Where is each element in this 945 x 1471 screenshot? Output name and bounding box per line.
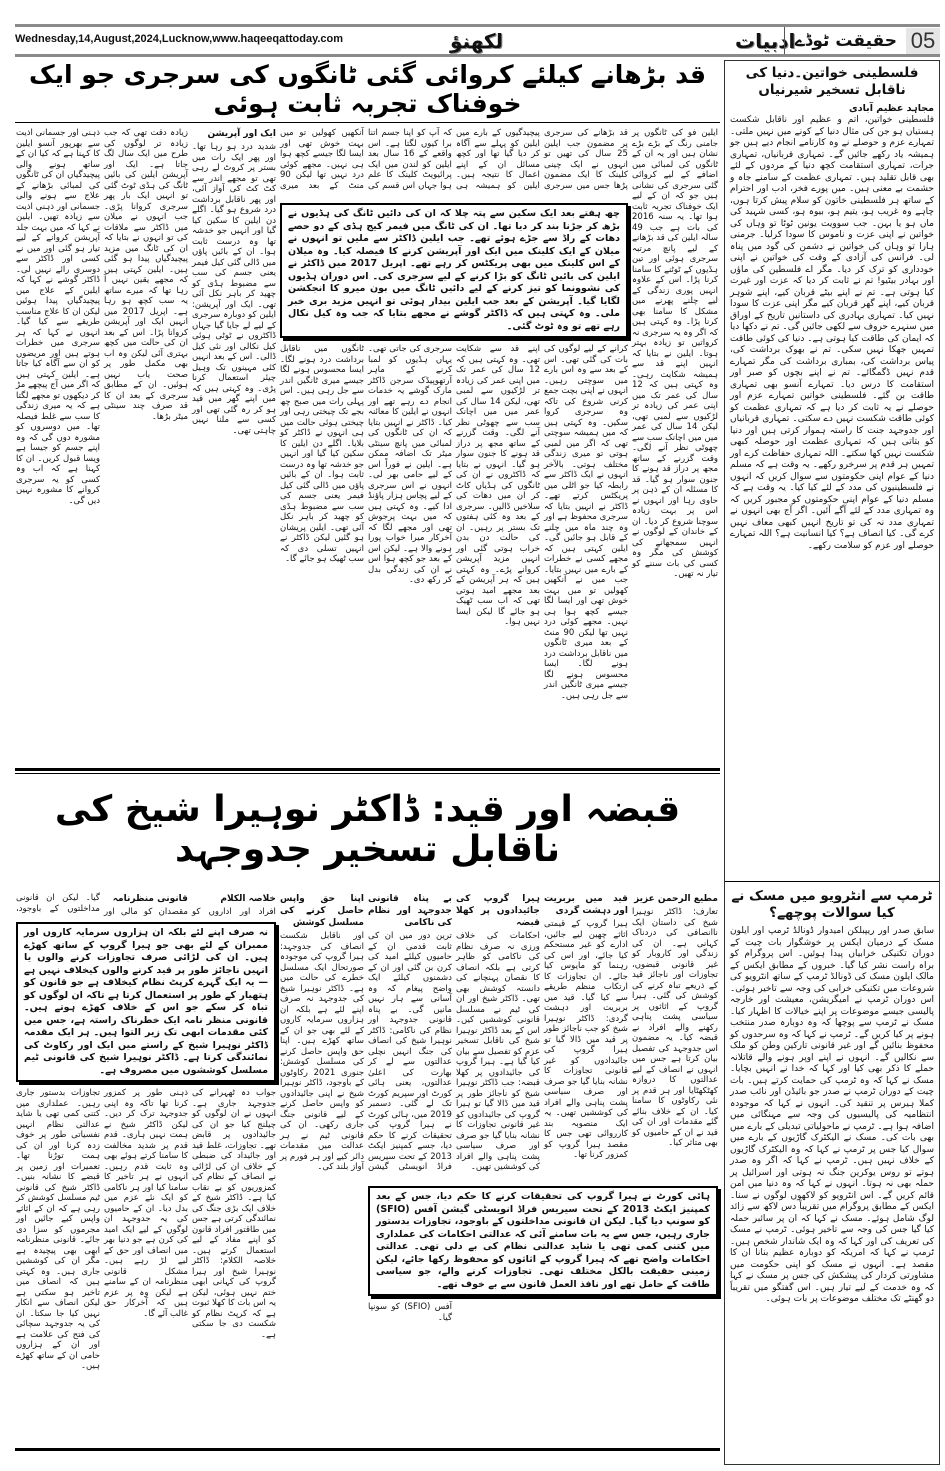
story1-column xyxy=(632,128,718,580)
story2-column xyxy=(192,893,276,1340)
story2-column-text: تعارف: ڈاکٹر نوہیرا شیخ کی داستان ایک ناانصافی کی دردناک کہانی ہے۔ ان کی زندگی اور کاروبار کو غیر قانونی قبضوں، تجاوزات اور ناجائز قید کے ذریعے تباہ کرنے کی کوشش کی گئی۔ ہیرا گروپ کے اثاثوں پر سیاسی پشت پناہی رکھنے والے افراد نے قبضہ کیا۔ یہ مضمون اس جدوجہد کی تفصیل بیان کرتا ہے جس میں انہوں نے انصاف کے لیے عدالتوں کا دروازہ کھٹکھٹایا اور ہر قدم پر نئی رکاوٹوں کا سامنا کیا۔ ان کے خلاف بنائے گئے مقدمات اور ان کی قید نے ان کے حامیوں کو بھی متاثر کیا۔ xyxy=(632,907,718,1148)
story2-subhead: بے پناہ قانونی جدوجہد اور نظام کی ناکامی xyxy=(368,894,452,928)
story1-column xyxy=(16,128,100,506)
story1-subhead: ایک اور آپریشن xyxy=(207,129,276,139)
story1-column-text: قد بڑھانے کی سرجری پر مضمون جب ایلین 25 سال کی تھیں تو انہوں نے ایک چینی کلینک کا ایک مضمون پڑھا جس میں سرجری کرانے کے لیے لوگوں کی بات کی گئی تھی۔ اس کے بعد سے وہ اس بارے میں سوچتی رہیں۔ انہوں نے اپنی بچت جمع کرنی شروع کی تاکہ وہ سرجری کروا سکیں۔ وہ کہتی ہیں کہ میں ہمیشہ سوچتی تھی کہ اگر میں لمبی ہوتی تو میری زندگی مختلف ہوتی۔ بالآخر انہوں نے ایک ڈاکٹر سے رابطہ کیا جو اٹلی میں پریکٹس کرتے تھے۔ ڈاکٹر نے انہیں بتایا کہ سرجری محفوظ ہے اور وہ چند ماہ میں چلنے کے قابل ہو جائیں گی۔ ایلین کہتی ہیں کہ مجھے کسی نے خطرات کے بارے میں نہیں بتایا۔ جب میں نے آنکھیں کھولیں تو میں بہت خوش تھی اور ایسا لگا جیسے کچھ ہوا ہی نہیں۔ مجھے کوئی درد نہیں تھا لیکن 90 منٹ کے بعد میری ٹانگوں میں ناقابل برداشت درد ہونے لگا۔ ایسا محسوس ہونے لگا جیسے میری ٹانگیں اندر سے جل رہی ہیں۔ xyxy=(544,128,628,701)
story2-column xyxy=(104,893,188,1319)
sidebar-divider xyxy=(725,881,939,882)
story2-column-text: گیا۔ لیکن ان قانونی مداخلتوں کے باوجود، تجاوزات بدستور جاری رہیں۔ عملداری میں کتنی کمی تھی یا شاید عدالتی نظام انہیں نفسیاتی طور پر خوف زدہ کرنا اور ان کی ہمت توڑنا تھا۔ تعمیرات اور زمین پر قبضے کا نشانہ بنیں۔ ڈاکٹر شیخ کی قانونی ٹیم مسلسل کوشش کر رہی ہے کہ ان کے اثاثے واپس کیے جائیں اور مجرموں کو سزا دی جائے۔ قانونی منظرنامہ ابھی بھی پیچیدہ ہے مگر ان کی کوششیں جاری ہیں۔ وہ کہتی ہیں کہ انصاف میں تاخیر ہو سکتی ہے لیکن انصاف سے انکار نہیں کیا جا سکتا۔ ان کی یہ جدوجہد سچائی کی فتح کی علامت ہے اور ان کے ہزاروں حامی ان کے ساتھ کھڑے ہیں۔ xyxy=(16,893,100,1371)
story2-column-text: ترین دور میں ان کی ثابت قدمی ان کے حامیوں کیلئے امید کی کرن بن گئی اور ان کے دشمنوں کیلئے ایک واضح پیغام کہ وہ آسانی سے ہار نہیں مانیں گی۔ بے پناہ قانونی جدوجہد اور نظام کی ناکامی: ڈاکٹر نوہیرا شیخ کی انصاف کی جنگ انہیں نچلی عدالتوں سے لے کر بھارت کی اعلیٰ عدالتوں، یعنی ہائی کورٹ اور سپریم کورٹ تک لے گئی۔ دسمبر 2019 میں، ہائی کورٹ نے ہیرا گروپ کی تحقیقات کرنے کا حکم دیا، جسے کمپنیز ایکٹ 2013 کے تحت سیریس فراڈ انویسٹی گیشن آفس (SFIO) کو سونپا گیا۔ xyxy=(368,931,452,1323)
story2-column xyxy=(544,893,628,1302)
story2-subhead: خلاصہ الکلام xyxy=(220,894,276,904)
story1-column xyxy=(544,128,628,701)
sidebar-article2-headline: ٹرمپ سے انٹرویو میں مسک نے کیا سوالات پوچھے؟ xyxy=(731,888,933,921)
story1-column-text: آنکھیں کھولیں تو میں بہت خوش تھی اور ایسا لگا جیسے کچھ ہوا ہی نہیں۔ مجھے کوئی درد نہیں تھا لیکن 90 منٹ کے بعد میری ٹانگوں میں ناقابل برداشت درد ہونے لگا۔ ایسا محسوس ہونے لگا جیسے میری ٹانگیں اندر سے جل رہی ہیں۔ اس پہلی رات میں صبح چھ بجے تک چیختی رہی اور چیختی ہوئی حالت میں ہی انہوں نے ڈاکٹر کو بلایا۔ اگلے دن ایلین کا سکین کیا گیا اور انہیں جو خدشہ تھا وہ درست ثابت ہوا۔ ان کے بائیں پاؤں میں ڈالی گئی کیل فیمر یعنی جسم کی سب سے مضبوط ہڈی کو چھید کر باہر نکل آئی تھی۔ ایلین پریشان ہو گئیں لیکن ڈاکٹر نے انہیں تسلی دی کہ سب ٹھیک ہو جائے گا۔ xyxy=(280,128,364,564)
story2-column xyxy=(456,893,540,1302)
story1-column xyxy=(192,128,276,436)
story1-column xyxy=(280,128,364,565)
story1-column xyxy=(104,128,188,422)
story2-column-text: مقصدان کو مالی اور ذہنی طور پر کمزور کرنا تھا تاکہ وہ اپنی جدوجہد ترک کر دیں۔ لیکن ڈاکٹر شیخ نے ہمت نہیں ہاری۔ قدم قدم پر شدید مخالفت کا سامنا کرتے ہوئے بھی وہ ثابت قدم رہیں۔ انہوں نے ہر تاخیر کا سامنا کیا اور ہر ناکامی کو ایک نئے عزم میں بدل دیا۔ ان کے حامیوں کی یہ جدوجہد ان لوگوں کے لیے ایک امید کی کرن ہے جو دنیا بھر میں انصاف اور حق کے لیے لڑ رہے ہیں۔ مشکل قانونی منظرنامہ ان کے سامنے ہے لیکن وہ پر عزم ہیں کہ آخرکار حق غالب آئے گا۔ xyxy=(104,907,188,1319)
story2-subhead: اپنا حق واپس حاصل کرنے کی مسلسل کوشش xyxy=(280,894,364,928)
story2-column xyxy=(16,893,100,1372)
story1-column xyxy=(456,128,540,628)
sidebar-article1-byline: مجاہد عظیم آبادی xyxy=(848,103,934,114)
sidebar-article1-body: فلسطینی خواتین، اتم و عظیم اور ناقابل شکست ہستیاں ہو جن کی مثال دنیا کے کونے میں نہیں ملتی۔ تمہارے عزم و حوصلے نے وہ کارنامے انجام دیے ہیں جو ہمیشہ یاد رکھے جائیں گے۔ تمہاری قربانیاں، تمہاری جرات، تمہاری استقامت کچھ دنیا کے مردوں کے لئے بھی قابل تقلید ہیں۔ تمہاری عظمت کے سامنے جاہ و حشمت بے معنی ہیں۔ میں پورے فخر، ادب اور احترام کے ساتھ ہر فلسطینی خاتون کو سلام پیش کرتا ہوں، چاہے وہ غریب ہو، یتیم ہو، بیوہ ہو، کسی شہید کی ماں ہو یا بہن۔ جب سوویت یونین ٹوٹا تو وہاں کی خواتین نے اپنی عزت و ناموس کا سودا کرلیا۔ جرمنی ہارا تو وہاں کی خواتین نے دشمن کی گود میں پناہ لی۔ فرانس کی آزادی کے وقت کی خواتین نے اپنی خودداری کو ترک کر دیا۔ مگر اے فلسطین کی ماؤں اور بہادر بیٹیو! تم نے ثابت کر دیا کہ عزت اور غیرت کیا ہوتی ہے۔ تم نے اپنے بیٹے قربان کیے، اپنے شوہر قربان کیے، اپنے گھر قربان کیے مگر اپنی عزت کا سودا نہیں کیا۔ تمہاری بہادری کی داستانیں تاریخ کے اوراق میں سنہرے حروف سے لکھی جائیں گی۔ تم نے دکھا دیا کہ ایمان کی طاقت کیا ہوتی ہے۔ دنیا کی کوئی طاقت تمہیں جھکا نہیں سکی۔ تم نے بھوک برداشت کی، پیاس برداشت کی، بمباری برداشت کی مگر تمہارے قدم نہیں ڈگمگائے۔ تم نے اپنے بچوں کو صبر اور استقامت کا درس دیا۔ تمہارے آنسو بھی تمہاری طاقت بن گئے۔ فلسطینی خواتین تمہارے عزم اور حوصلے نے یہ ثابت کر دیا ہے کہ تمہاری عظمت کو کوئی طاقت شکست نہیں دے سکتی۔ تمہاری قربانیاں اور جدوجہد جنت کا راستہ ہموار کرتی ہیں اور دنیا کو بتاتی ہیں کہ تمہاری عظمت اور حوصلہ کبھی شکست نہیں کھا سکتے۔ اللہ تمہاری حفاظت کرے اور تمہیں ہر قدم پر سرخرو رکھے۔ یہ وقت ہے کہ مسلم دنیا کے عوام اپنی حکومتوں سے سوال کریں کہ انہوں نے فلسطینیوں کی مدد کے لئے کیا کیا۔ یہ وقت ہے کہ مسلم دنیا کے عوام اپنی حکومتوں کو مجبور کریں کہ وہ تمہاری مدد کے لئے آگے آئیں۔ اگر آج بھی انہوں نے تمہاری مدد نہ کی تو تاریخ انہیں کبھی معاف نہیں کرے گی۔ کیا انصاف ہے؟ کیا انسانیت ہے؟ اللہ تمہارے حوصلے اور عزم کو سلامت رکھے۔ xyxy=(730,115,934,551)
story1-column-text: کہ آپ کو اپنا جسم اتنا برا کیوں لگتا ہے۔ اس واقعے کے 16 سال بعد ایلین کو لندن میں ایک پرائیویٹ کلینک کا علم ہوا جہاں اس قسم کی سرجری کی جاتی تھی۔ یہاں ہڈیوں کو لمبا کرنے کے ماہر آرتھوپیڈک سرجن ڈاکٹر مارک گوشے یہ خدمات انجام دے رہے تھے اور انہوں نے ایلین کا معائنہ کیا۔ ڈاکٹر نے انہیں بتایا کہ ان کی ٹانگوں کی لمبائی میں پانچ سینٹی میٹر تک اضافہ ممکن ہے۔ ایلین نے فوراً اس کے لیے حامی بھر لی۔ انہوں نے اس سرجری کے لیے پچاس ہزار پاؤنڈ ادا کیے۔ وہ کہتی ہیں کہ میں بہت پرجوش تھی اور مجھے لگا کہ آخرکار میرا خواب پورا ہونے والا ہے۔ لیکن اس کے بعد جو کچھ ہوا اس نے ان کی زندگی بدل کر رکھ دی۔ xyxy=(368,128,452,585)
story1-pullquote: چھ ہفتے بعد ایک سکین سے پتہ چلا کہ ان کی دائیں ٹانگ کی ہڈیوں نے بڑھ کر جڑنا بند کر دیا تھا۔ ان کی ٹانگ میں فیمر کیج ہڈی کے دو حصے دھات کے راڈ سے جڑے ہوئے تھے۔ جب ایلین ڈاکٹر سے ملیں تو انہوں نے میلان کے ایک کلینک میں ایک اور آپریشن کرنے کا فیصلہ کیا۔ وہ میلان کے اس کلینک میں بھی پریکٹس کر رہے تھے۔ اپریل 2017 میں ڈاکٹر نے ایلین کی بائیں ٹانگ کو بڑا کرنے کے لیے سرجری کی۔ اس دوران ہڈیوں کی نشوونما کو تیز کرنے کے لیے دائیں ٹانگ میں بون میرو کا انجکشن لگایا گیا۔ آپریشن کے بعد جب ایلین بیدار ہوئی تو انہیں مزید بری خبر ملی۔ وہ کہتی ہیں کہ ڈاکٹر گوشے نے مجھے بتایا کہ جب وہ کیل نکال رہے تھے تو وہ ٹوٹ گئی۔ xyxy=(280,203,628,338)
story2-subhead: قانونی منظرنامہ xyxy=(112,894,188,904)
masthead-logo: حقیقت ٹوڈے xyxy=(784,27,897,55)
section-label: ادبیات xyxy=(735,29,796,53)
story2-column-text: افراد اور اداروں کو جواب دہ ٹھہرانے کی جدوجہد جاری ہے۔ انہوں نے ان لوگوں کو چیلنج کیا جو ان کی جائیدادوں پر قابض تھے۔ تجاوزات، غلط قید اور جائیداد کی ضبطی کے خلاف ان کی لڑائی نے انصاف کے نظام کی کمزوریوں کو بے نقاب کیا ہے۔ ڈاکٹر شیخ کے خلاف ایک بڑی جنگ کی نمائندگی کرتی ہے جس میں طاقتور افراد قانون کو اپنے مفاد کے لیے استعمال کرتے ہیں۔ خلاصہ الکلام: ڈاکٹر نوہیرا شیخ اور ہیرا گروپ کی کہانی ابھی ختم نہیں ہوئی، لیکن یہ اس بات کا کھلا ثبوت ہے کہ کرپٹ نظام کو شکست دی جا سکتی ہے۔ xyxy=(192,907,276,1340)
story2-column xyxy=(632,893,718,1302)
story1-column-text: شدید درد ہو رہا تھا۔ اور پھر ایک رات میں بستر پر کروٹ لے رہی تھی تو مجھے اندر سے کٹ کٹ کی آواز آئی، اور پھر ناقابل برداشت درد شروع ہو گیا۔ اگلے دن ایلین کا سکین کیا گیا اور انہیں جو خدشہ تھا وہ درست ثابت ہوا۔ ان کے بائیں پاؤں میں ڈالی گئی کیل فیمر یعنی جسم کی سب سے مضبوط ہڈی کو چھید کر باہر نکل آئی تھی۔ ایک اور آپریشن: ایلین کو دوبارہ سرجری کے لیے لے جایا گیا جہاں ڈاکٹروں نے ٹوٹی ہوئی کیل نکالی اور نئی کیل ڈالی۔ اس کے بعد انہیں کئی مہینوں تک وہیل چیئر استعمال کرنا پڑی۔ وہ کہتی ہیں کہ میں اپنے گھر میں قید ہو کر رہ گئی تھی اور کسی سے ملنا نہیں چاہتی تھی۔ xyxy=(192,142,276,436)
story1-column-text: ایلین فو کی ٹانگوں پر جامنی رنگ کے بڑے بڑے نشان ہیں اور یہ ان کے ٹانگوں کی لمبائی میں اضافے کے لیے کروائی گئی سرجری کی نشانی ہیں جو کہ ان کے لیے ایک خوفناک تجربہ ثابت ہوا تھا۔ یہ سنہ 2016 کی بات ہے جب 49 سالہ ایلین کی قد بڑھانے کے لیے پانچ مرتبہ سرجری ہوئی اور تین ہڈیوں کے ٹوٹنے کا سامنا کرنا پڑا۔ اس کے علاوہ انہیں پوری زندگی کے لیے چلنے پھرنے میں مشکل کا سامنا بھی کرنا پڑا۔ وہ کہتی ہیں کہ اگر وہ یہ سرجری نہ کرواتیں تو زیادہ بہتر ہوتا۔ ایلین نے بتایا کہ انہیں اپنے قد سے ہمیشہ شکایت رہی۔ وہ کہتی ہیں کہ 12 سال کی عمر تک میں اپنی عمر کی زیادہ تر لڑکیوں سے لمبی تھی، لیکن 14 سال کی عمر میں میں اچانک سب سے چھوٹی نظر آنے لگی۔ وقت گزرنے کے ساتھ مجھ پر دراز قد ہونے کا جنون سوار ہو گیا۔ قد کا مسئلہ ان کے ذہن پر حاوی رہا اور انہوں نے اس پر بہت زیادہ سوچنا شروع کر دیا۔ ان کے خاندان کے لوگوں نے انہیں سمجھانے کی کوشش کی مگر وہ کسی کی بات سننے کو تیار نہ تھیں۔ xyxy=(632,128,718,579)
sidebar xyxy=(724,60,940,1465)
story2-pullquote-1: نہ صرف اپنے لئے بلکہ ان ہزاروں سرمایہ کاروں اور ممبران کے لئے بھی جو ہیرا گروپ کے ساتھ کھڑے ہیں۔ ان کی لڑائی صرف تجاوزات کرنے والوں یا انہیں ناجائز طور پر قید کرنے والوں کیخلاف نہیں ہے — یہ ایک گہرے کرپٹ نظام کیخلاف ہے جو قانون کو ہتھیار کے طور پر استعمال کرتا ہے تاکہ ان لوگوں کو تباہ کر سکے جو اس کے خلاف کھڑے ہوتے ہیں۔ قانونی منظر نامہ ایک خطرناک راستہ ہے، جس میں کئی مقدمات ابھی تک زیر التوا ہیں۔ ہر ایک مقدمہ ڈاکٹر نوہیرا شیخ کے راستے میں ایک اور رکاوٹ کی نمائندگی کرتا ہے۔ ڈاکٹر نوہیرا شیخ کی قانونی ٹیم مسلسل کوششوں میں مصروف ہے۔ xyxy=(16,922,276,1082)
story1-rule xyxy=(15,122,720,123)
sidebar-article2-body: سابق صدر اور ریپبلکن امیدوار ڈونالڈ ٹرمپ اور ایلون مسک کے درمیان ایکس پر خوشگوار بات چیت کے دوران تکنیکی خرابیاں پیدا ہوئیں۔ اس پروگرام کو براہ راست نشر کیا گیا۔ خبروں کے مطابق ایکس کے مالک ایلون مسک کی ڈونالڈ ٹرمپ کے ساتھ انٹرویو کی شروعات میں تکنیکی خرابی کی وجہ سے تاخیر ہوئی۔ اس دوران ٹرمپ نے امیگریشن، معیشت اور خارجہ پالیسی جیسے موضوعات پر اپنے خیالات کا اظہار کیا۔ مسک نے ٹرمپ سے پوچھا کہ وہ دوبارہ صدر منتخب ہونے پر کیا کریں گے۔ ٹرمپ نے کہا کہ وہ سرحدوں کو محفوظ بنائیں گے اور غیر قانونی تارکین وطن کو ملک سے نکالیں گے۔ انہوں نے اپنے اوپر ہونے والے قاتلانہ حملے کا ذکر بھی کیا اور کہا کہ خدا نے انہیں بچایا۔ مسک نے کہا کہ وہ ٹرمپ کی حمایت کرتے ہیں۔ بات چیت کے دوران ٹرمپ نے صدر جو بائیڈن اور نائب صدر کملا ہیرس پر تنقید کی۔ انہوں نے کہا کہ موجودہ انتظامیہ کی پالیسیوں کی وجہ سے مہنگائی میں اضافہ ہوا ہے۔ ٹرمپ نے ماحولیاتی تبدیلی کے بارے میں بھی بات کی۔ مسک نے الیکٹرک گاڑیوں کے بارے میں سوال کیا جس پر ٹرمپ نے کہا کہ وہ الیکٹرک گاڑیوں کے خلاف نہیں ہیں۔ ٹرمپ نے کہا کہ اگر وہ صدر ہوتے تو روس یوکرین جنگ نہ ہوتی اور اسرائیل پر حملہ بھی نہ ہوتا۔ انہوں نے کہا کہ وہ دنیا میں امن قائم کریں گے۔ اس انٹرویو کو لاکھوں لوگوں نے سنا۔ ایکس کے مطابق پروگرام میں تقریباً دس لاکھ سے زائد لوگ شامل ہوئے۔ مسک نے کہا کہ ان پر سائبر حملہ کیا گیا جس کی وجہ سے تاخیر ہوئی۔ ٹرمپ نے مسک کی تعریف کی اور کہا کہ وہ ایک شاندار شخص ہیں۔ ٹرمپ نے کہا کہ امریکہ کو دوبارہ عظیم بنانا ان کا مقصد ہے۔ انہوں نے مسک کو اپنی حکومت میں مشاورتی کردار کی پیشکش کی جس پر مسک نے کہا کہ وہ خدمت کے لیے تیار ہیں۔ اس گفتگو میں تقریباً دو گھنٹے تک مختلف موضوعات پر بات ہوئی۔ xyxy=(730,926,934,1304)
story2-headline: قبضہ اور قید: ڈاکٹر نوہیرا شیخ کی ناقابل تسخیر جدوجہد xyxy=(54,789,681,870)
dateline: Wednesday,14,August,2024,Lucknow,www.haqeeqattoday.com xyxy=(15,33,344,45)
story1-column xyxy=(368,128,452,586)
story2-subhead: ہیرا گروپ کی جائیدادوں پر کھلا قبضہ xyxy=(456,894,540,928)
story2-column-text: ہیرا گروپ کے قیمتی اثاثے چھین لیے جائیں، ادارے کو غیر مستحکم کیا جائے، اور اس کی رہنما کو مایوس کیا جائے۔ ان تجاوزات کا ارتکاب منظم طریقے سے کیا گیا۔ قید میں بربریت اور دہشت گردی: ڈاکٹر نوہیرا شیخ کو جب ناجائز طور پر قید میں ڈالا گیا تو ہیرا گروپ کی جائیدادوں کو غیر قانونی تجاوزات کا نشانہ بنایا گیا جو صرف اور صرف سیاسی پشت پناہی والے افراد کی کوششیں تھیں۔ یہ ایک منصوبہ بند کارروائی تھی جس کا مقصد ہیرا گروپ کو کمزور کرنا تھا۔ xyxy=(544,919,628,1160)
story-divider xyxy=(15,768,720,771)
story2-column-text: احکامات کی خلاف ورزی نہ صرف نظام کی ناکامی کو ظاہر کرتی ہے بلکہ انصاف کا نقصان پہنچانے کی دانستہ کوشش بھی تھی۔ ڈاکٹر شیخ اور ان کی ٹیم نے مسلسل قانونی کوششیں کیں۔ اس کے بعد ڈاکٹر نوہیرا شیخ کی ناقابل تسخیر عزم کو تفصیل سے بیان کیا گیا ہے۔ ہیرا گروپ کی جائیدادوں پر کھلا قبضہ: جب ڈاکٹر نوہیرا شیخ کو ناجائز طور پر قید میں ڈالا گیا تو ہیرا گروپ کی جائیدادوں کو غیر قانونی تجاوزات کا نشانہ بنایا گیا جو صرف اور صرف سیاسی پشت پناہی والے افراد کی کوششیں تھیں۔ xyxy=(456,931,540,1172)
story2-byline: مطیع الرحمن عزیز xyxy=(634,894,718,904)
story1-column-text: ذہنی اور جسمانی اذیت سے بھرپور آنسو ایلین کا کہنا ہے کہ کیا ان کے ساتھ ہونے والی پیچیدگیاں ان کی ٹانگوں کی لمبائی بڑھانے کے علاج سے ہونے والی جسمانی اور ذہنی اذیت سے زیادہ تھیں۔ ایلین نے کہا کہ میں بہت جلد آپریشن کروانے کے لیے تیار ہو گئی اور میں نے کسی اور ڈاکٹر سے دوسری رائے نہیں لی۔ ڈاکٹر گوشے نے کہا کہ ایلین کے علاج میں پیچیدگیاں پیدا ہوئیں لیکن ان کا علاج مناسب طریقے سے کیا گیا۔ انہوں نے کہا کہ ہر سرجری میں خطرات ہوتے ہیں اور مریضوں کو ان سے آگاہ کیا جاتا ہے۔ ایلین کہتی ہیں کہ اگر میں آج پیچھے مڑ کر دیکھوں تو مجھے لگتا ہے کہ یہ میری زندگی کا سب سے غلط فیصلہ تھا۔ میں دوسروں کو مشورہ دوں گی کہ وہ اپنے جسم کو جیسا ہے ویسا قبول کریں۔ ان کا کہنا ہے کہ اب وہ کسی کو یہ سرجری کروانے کا مشورہ نہیں دیں گی۔ xyxy=(16,128,100,506)
story1-headline: قد بڑھانے کیلئے کروائی گئی ٹانگوں کی سرجری جو ایک خوفناک تجربہ ثابت ہوئی xyxy=(29,60,706,118)
story2-column xyxy=(368,893,452,1323)
story2-subhead: قید میں بربریت اور دہشت گردی xyxy=(544,894,628,916)
sidebar-article1-headline: فلسطینی خواتین۔دنیا کی ناقابل تسخیر شیرنیاں xyxy=(745,65,919,98)
city-label: لکھنؤ xyxy=(450,29,504,53)
story-divider-thin xyxy=(15,773,720,774)
story1-column-text: پیچیدگیوں کے بارے میں ایلین کو پہلے سے آگاہ کر دیا گیا تھا اور کچھ مسائل ان کے اپنے اعمال کا نتیجہ ہیں۔ ایلین کو ہمیشہ ہی اپنے قد سے شکایت تھی۔ وہ کہتی ہیں کہ 12 سال کی عمر تک میں اپنی عمر کی زیادہ تر لڑکیوں سے لمبی تھی، لیکن 14 سال کی عمر میں میں اچانک سب سے چھوٹی نظر آنے لگی۔ وقت گزرنے کے ساتھ مجھ پر دراز قد ہونے کا جنون سوار ہو گیا۔ انہوں نے بتایا کہ ڈاکٹروں نے ان کی ٹانگوں کی ہڈیاں کاٹ کر ان میں دھات کی سلاخیں ڈالیں۔ سرجری کے بعد وہ کئی ہفتوں تک بستر پر رہیں۔ ان کی حالت دن بدن خراب ہوتی گئی اور انہیں مزید آپریشن کروانے پڑے۔ وہ کہتی ہیں کہ ہر آپریشن کے بعد مجھے امید ہوتی تھی کہ اب سب ٹھیک ہو جائے گا لیکن ایسا نہیں ہوا۔ xyxy=(456,128,540,627)
story2-pullquote-2: ہائی کورٹ نے ہیرا گروپ کی تحقیقات کرنے کا حکم دیا، جس کے بعد کمپنیز ایکٹ 2013 کے تحت سیریس فراڈ انویسٹی گیشن آفس (SFIO) کو سونپ دیا گیا۔ لیکن ان قانونی مداخلتوں کے باوجود، تجاوزات بدستور جاری رہیں، جس سے یہ بات سامنے آئی کہ عدالتی احکامات کی عملداری میں کتنی کمی تھی یا شاید عدالتی نظام کی بے دلی تھی۔ عدالتی احکامات واضح تھے کہ ہیرا گروپ کے اثاثوں کو محفوظ رکھا جائے، لیکن زمینی حقیقت بالکل مختلف تھی۔ تجاوزات کرنے والے، جو سیاسی طاقت کے حامل تھے اور نافذ العمل قانون سے بے خوف تھے۔ xyxy=(368,1186,718,1296)
page-number: 05 xyxy=(906,28,940,54)
story1-column-text: زیادہ دقت تھی کہ جب زیادہ تر لوگوں کی طرح میں ایک سال لگ جاتا ہے۔ ایک اور آپریشن ایلین کی بائیں ٹانگ کی ہڈی ٹوٹ گئی تو انہیں ایک بار پھر سرجری کروانا پڑی۔ جب انہوں نے میلان میں ڈاکٹر سے ملاقات کی تو انہوں نے بتایا کہ ان کی ٹانگ میں مزید پیچیدگیاں پیدا ہو گئی ہیں۔ ایلین کہتی ہیں کہ مجھے یقین نہیں آ رہا تھا کہ میرے ساتھ یہ سب کچھ ہو رہا ہے۔ اپریل 2017 میں انہیں ایک اور آپریشن کروانا پڑا۔ اس کے بعد ان کی حالت میں کچھ بہتری آئی لیکن وہ اب بھی مکمل طور پر صحت یاب نہیں ہوئیں۔ ان کے مطابق سرجری کے بعد ان کا قد صرف چند سینٹی میٹر بڑھا۔ xyxy=(104,128,188,422)
story2-column-text: اور ناقابل شکست انصاف کی جدوجہد: ہیرا گروپ کی موجودہ صورتحال ایک مسلسل خطرے کی حالت میں ہے۔ ڈاکٹر نوہیرا شیخ کی جدوجہد نہ صرف اپنے لئے ہے بلکہ ان ہزاروں سرمایہ کاروں کے لئے بھی جو ان کے ساتھ کھڑے ہیں۔ اپنا حق واپس حاصل کرنے کی مسلسل کوشش: جنوری 2021 رکاوٹوں کے باوجود، ڈاکٹر نوہیرا شیخ نے اپنی جائیدادوں کو واپس حاصل کرنے کے لیے قانونی جنگ جاری رکھی۔ ان کی قانونی ٹیم نے ہر عدالت میں مقدمات دائر کیے اور ہر فورم پر آواز بلند کی۔ xyxy=(280,931,365,1172)
header-bottom-rule xyxy=(15,54,940,57)
story2-column xyxy=(280,893,364,1173)
page-bottom-rule xyxy=(15,1448,720,1451)
